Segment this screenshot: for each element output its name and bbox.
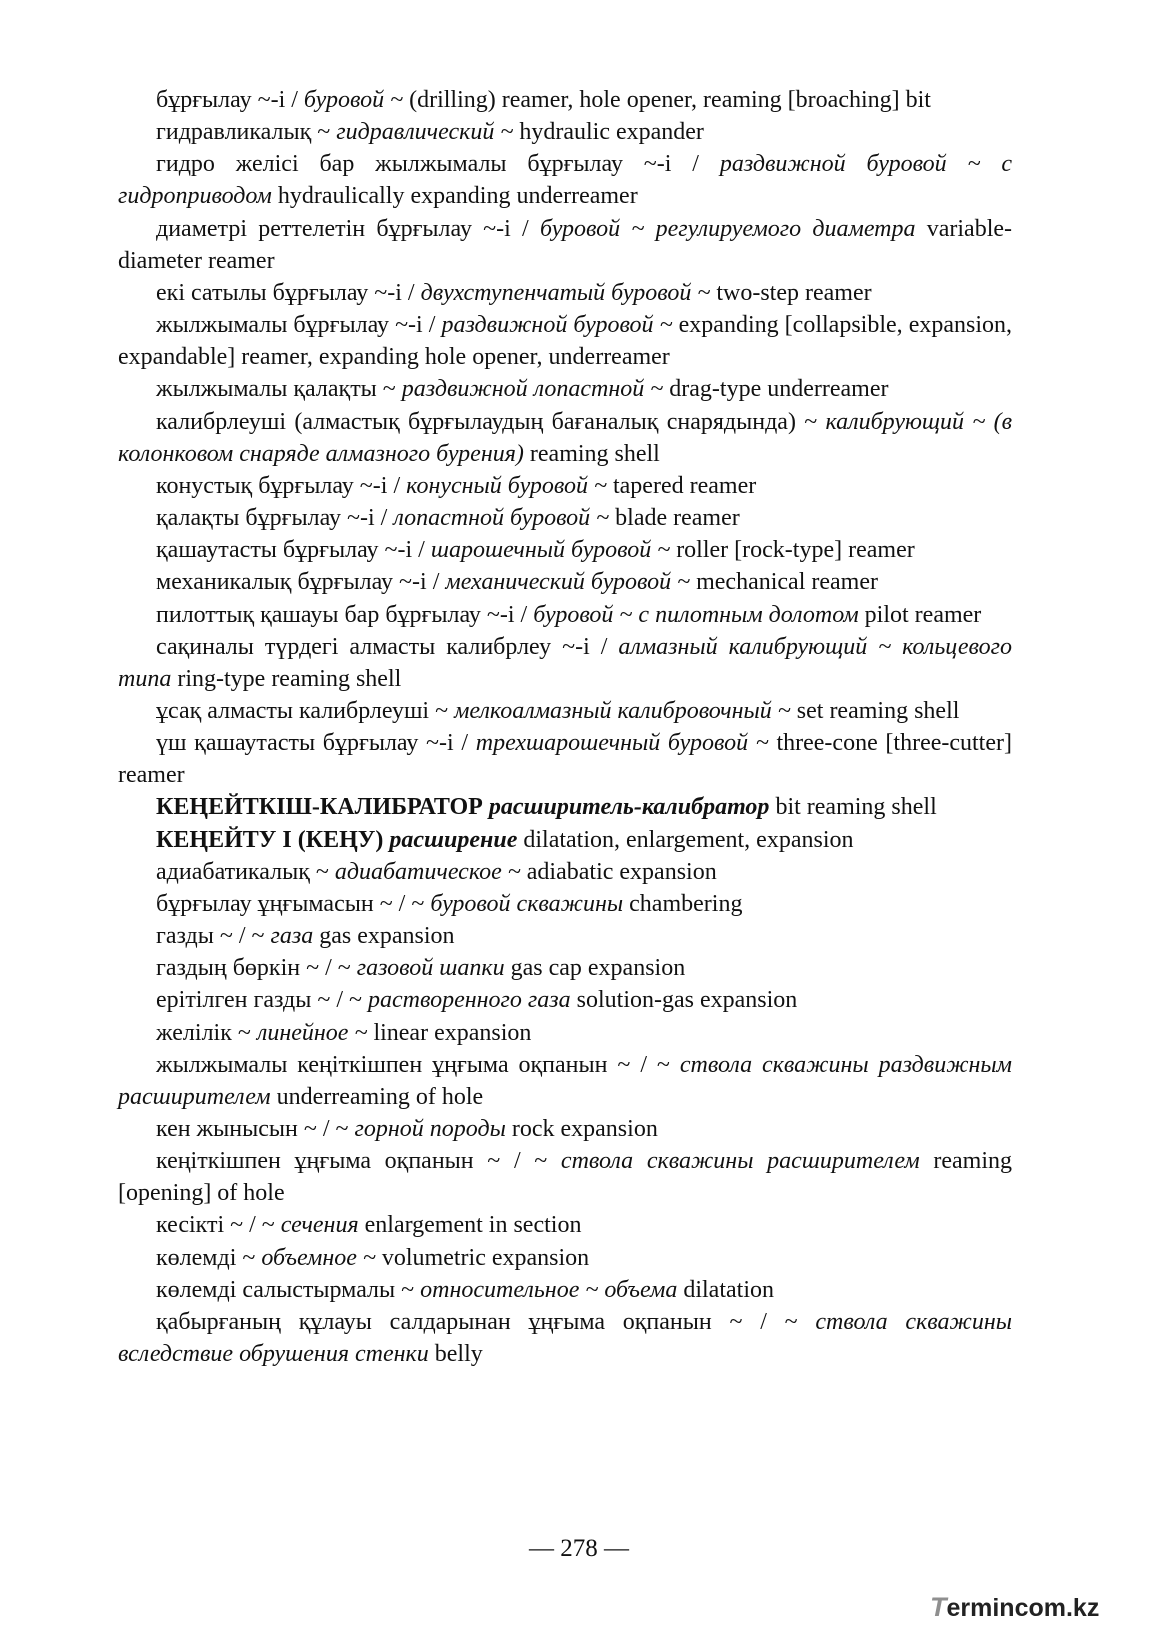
dictionary-entry: екі сатылы бұрғылау ~-і / двухступенчатый буровой ~ two-step reamer xyxy=(156,279,872,306)
page-number: — 278 — xyxy=(529,1535,629,1562)
dictionary-entry: калибрлеуші (алмастық бұрғылаудың бағаналық снарядында) ~ калибрующий ~ (в колонковом снаряде алмазного бурения) reaming shell xyxy=(118,408,1013,467)
dictionary-entry: конустық бұрғылау ~-і / конусный буровой ~ tapered reamer xyxy=(156,472,757,499)
dictionary-entry: пилоттық қашауы бар бұрғылау ~-і / буровой ~ с пилотным долотом pilot reamer xyxy=(156,601,982,628)
dictionary-entry: жылжымалы бұрғылау ~-і / раздвижной буровой ~ expanding [collapsible, expansion, expandable] reamer, expanding hole opener, underreamer xyxy=(118,312,1013,371)
dictionary-entry: бұрғылау ұңғымасын ~ / ~ буровой скважины chambering xyxy=(156,890,743,917)
dictionary-body xyxy=(118,84,1012,1370)
watermark-domain: .kz xyxy=(1065,1594,1100,1622)
dictionary-entry: ұсақ алмасты калибрлеуші ~ мелкоалмазный калибровочный ~ set reaming shell xyxy=(156,697,960,724)
watermark-text: ermincom xyxy=(946,1594,1066,1622)
dictionary-entry: жылжымалы қалақты ~ раздвижной лопастной ~ drag-type underreamer xyxy=(156,376,889,403)
headword-entry: КЕҢЕЙТКІШ-КАЛИБРАТОР расширитель-калибратор bit reaming shell xyxy=(156,794,937,821)
dictionary-entry: сақиналы түрдегі алмасты калибрлеу ~-і / алмазный калибрующий ~ кольцевого типа ring-type reaming shell xyxy=(118,633,1012,692)
headword-entry: КЕҢЕЙТУ І (КЕҢУ) расширение dilatation, enlargement, expansion xyxy=(156,826,854,853)
dictionary-entry: газдың бөркін ~ / ~ газовой шапки gas cap expansion xyxy=(156,955,686,982)
dictionary-entry: көлемді ~ объемное ~ volumetric expansion xyxy=(156,1244,590,1271)
dictionary-entry: бұрғылау ~-і / буровой ~ (drilling) reamer, hole opener, reaming [broaching] bit xyxy=(156,87,931,113)
dictionary-entry: қашаутасты бұрғылау ~-і / шарошечный буровой ~ roller [rock-type] reamer xyxy=(156,537,915,564)
dictionary-entry: үш қашаутасты бұрғылау ~-і / трехшарошечный буровой ~ three-cone [three-cutter] reamer xyxy=(118,730,1012,789)
dictionary-entry: гидро желісі бар жылжымалы бұрғылау ~-і / раздвижной буровой ~ с гидроприводом hydraulically expanding underreamer xyxy=(118,151,1012,210)
dictionary-entry: адиабатикалық ~ адиабатическое ~ adiabatic expansion xyxy=(156,858,717,885)
dictionary-entry: кеңіткішпен ұңғыма оқпанын ~ / ~ ствола скважины расширителем reaming [opening] of hole xyxy=(118,1148,1012,1207)
dictionary-entry: ерітілген газды ~ / ~ растворенного газа solution-gas expansion xyxy=(156,987,798,1014)
dictionary-entry: газды ~ / ~ газа gas expansion xyxy=(156,923,455,950)
dictionary-entry: жылжымалы кеңіткішпен ұңғыма оқпанын ~ / ~ ствола скважины раздвижным расширителем underreaming of hole xyxy=(118,1051,1012,1110)
dictionary-entry: диаметрі реттелетін бұрғылау ~-і / буровой ~ регулируемого диаметра variable-diameter reamer xyxy=(118,215,1013,274)
termincom-watermark-logo xyxy=(930,1592,1130,1632)
dictionary-entry: көлемді салыстырмалы ~ относительное ~ объема dilatation xyxy=(156,1276,774,1303)
watermark-letter: T xyxy=(930,1592,947,1622)
dictionary-entry: кен жынысын ~ / ~ горной породы rock expansion xyxy=(156,1116,658,1142)
dictionary-entry: механикалық бұрғылау ~-і / механический буровой ~ mechanical reamer xyxy=(156,569,878,596)
dictionary-entry: қалақты бұрғылау ~-і / лопастной буровой ~ blade reamer xyxy=(156,505,740,532)
dictionary-entry: кесікті ~ / ~ сечения enlargement in section xyxy=(156,1212,582,1239)
dictionary-entry: қабырғаның құлауы салдарынан ұңғыма оқпанын ~ / ~ ствола скважины вследствие обрушения стенки belly xyxy=(118,1308,1012,1368)
dictionary-entry: желілік ~ линейное ~ linear expansion xyxy=(156,1019,532,1046)
dictionary-entry: гидравликалық ~ гидравлический ~ hydraulic expander xyxy=(156,119,704,146)
